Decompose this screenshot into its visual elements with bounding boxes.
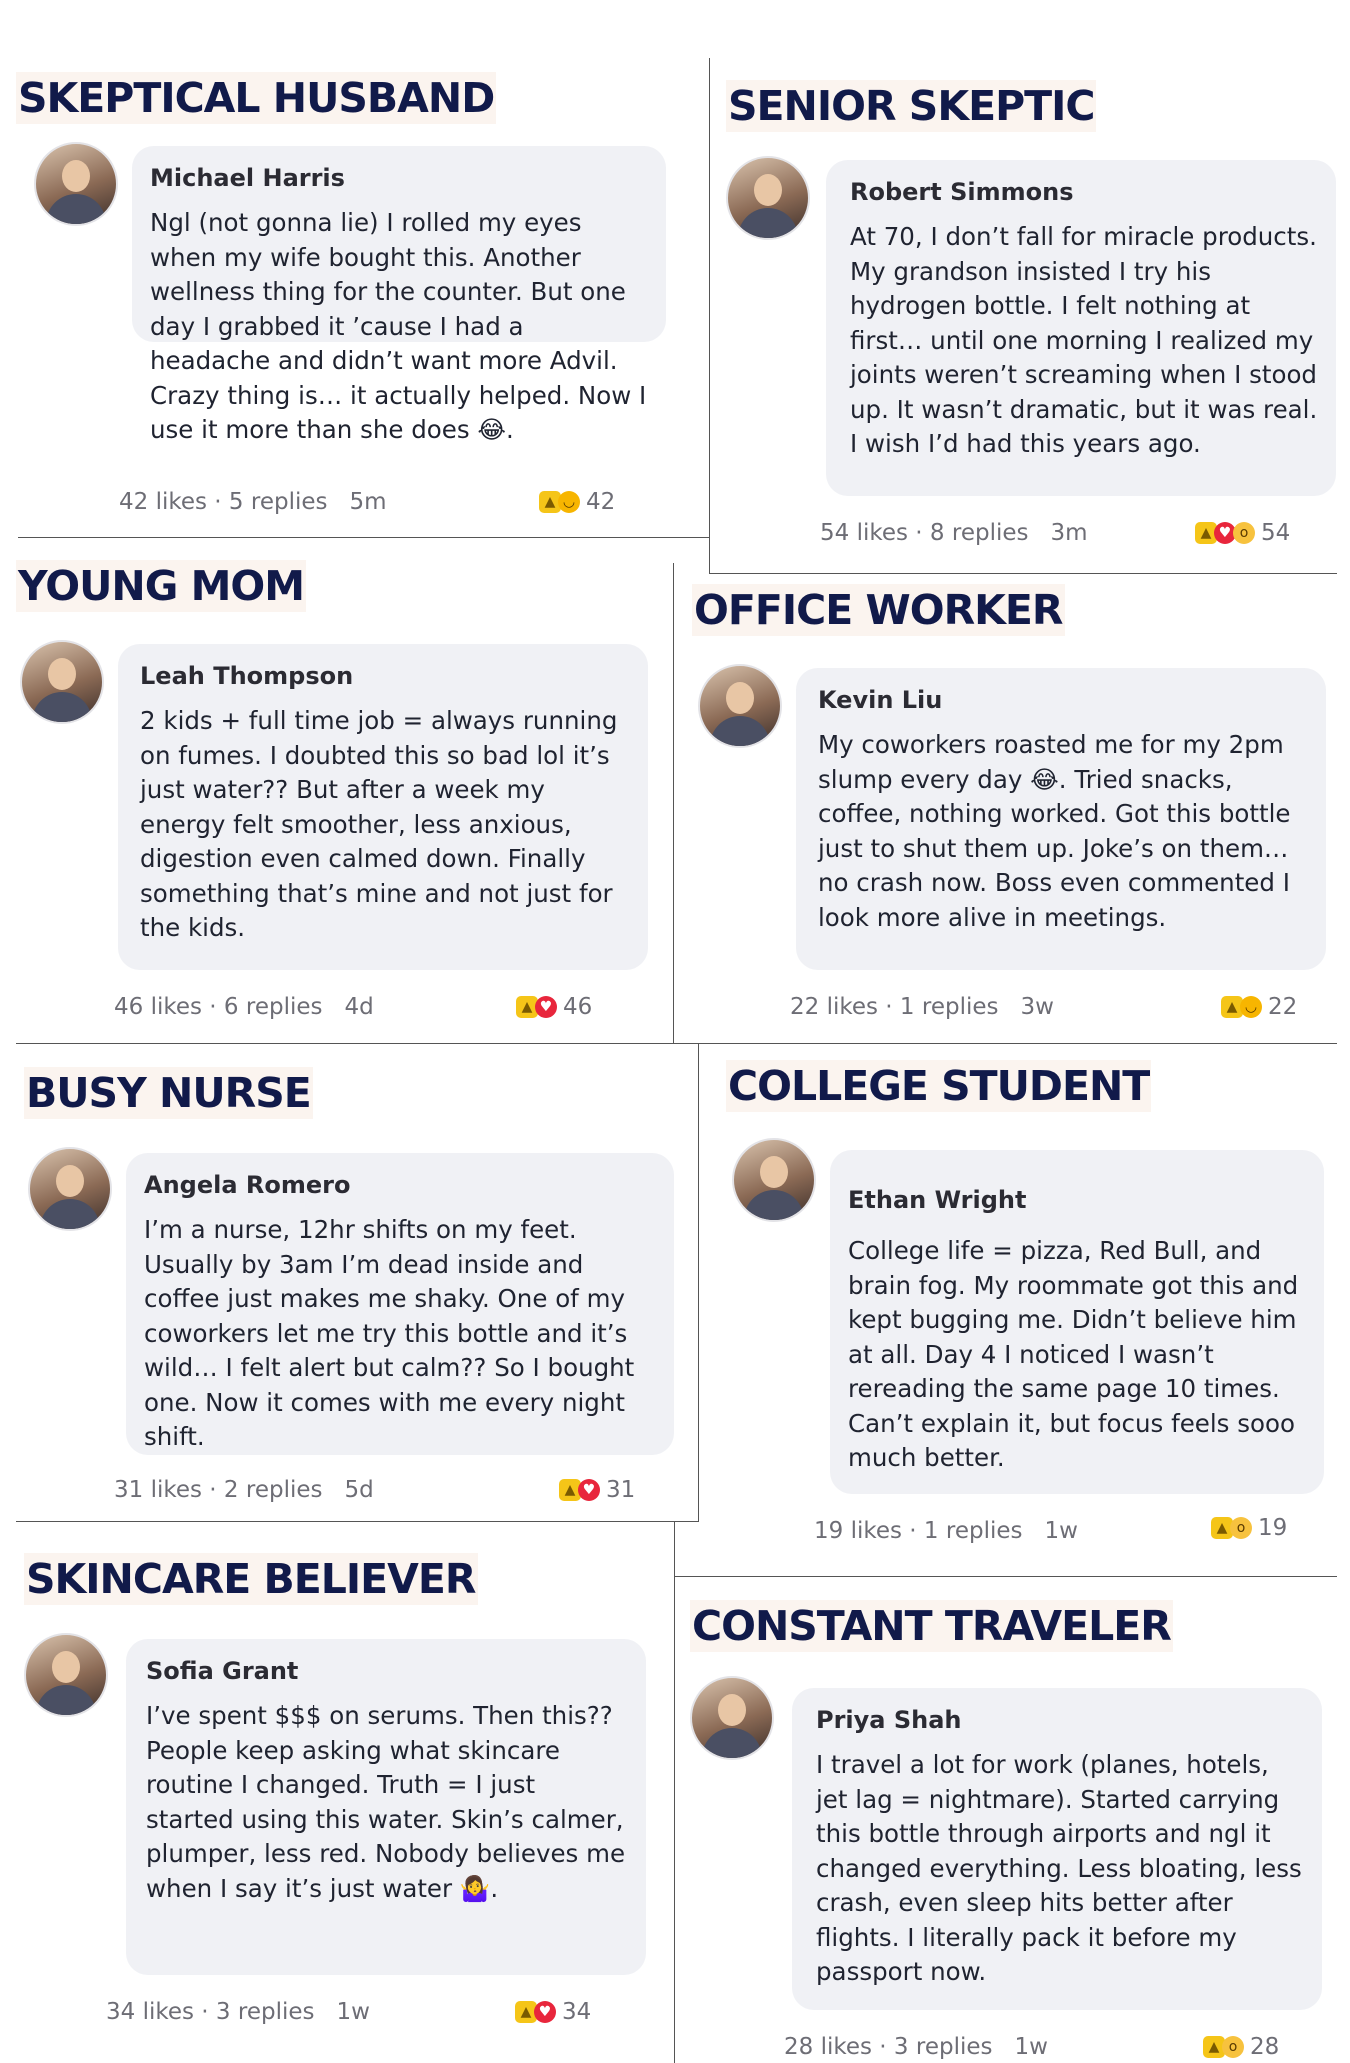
- comment-meta: [790, 994, 1054, 1020]
- persona-heading: OFFICE WORKER: [694, 586, 1063, 634]
- commenter-name[interactable]: Kevin Liu: [818, 686, 943, 714]
- heart-icon: ♥: [534, 2001, 556, 2023]
- comment-text: My coworkers roasted me for my 2pm slump every day 😂. Tried snacks, coffee, nothing worked. Got this bottle just to shut them up. Joke’s on them… no crash now. Boss even commented I look more alive in meetings.: [818, 730, 1291, 932]
- divider: [673, 563, 674, 1044]
- timestamp: 4d: [344, 994, 374, 1020]
- avatar[interactable]: [34, 142, 118, 226]
- comment-meta: [119, 489, 387, 515]
- comment-text: College life = pizza, Red Bull, and brain fog. My roommate got this and kept bugging me. Didn’t believe him at all. Day 4 I noticed I wasn’t rereading the same page 10 times. Can’t explain it, but focus feels sooo much better.: [848, 1236, 1299, 1472]
- reactions[interactable]: [562, 1477, 635, 1503]
- heart-icon: ♥: [578, 1479, 600, 1501]
- reactions[interactable]: [542, 489, 615, 515]
- likes-replies[interactable]: 42 likes · 5 replies: [119, 489, 328, 515]
- thumbs-up-icon: ▲: [559, 1479, 581, 1501]
- comment-bubble: [132, 146, 666, 444]
- thumbs-up-icon: ▲: [515, 2001, 537, 2023]
- reaction-count: 22: [1268, 994, 1298, 1020]
- commenter-name[interactable]: Priya Shah: [816, 1706, 962, 1734]
- persona-heading: BUSY NURSE: [26, 1069, 311, 1117]
- thumbs-up-icon: ▲: [1203, 2036, 1225, 2058]
- reaction-count: 19: [1258, 1515, 1288, 1541]
- comment-meta: [114, 1477, 374, 1503]
- reactions[interactable]: [519, 994, 592, 1020]
- persona-heading: CONSTANT TRAVELER: [692, 1602, 1171, 1650]
- comment-bubble: [118, 644, 648, 970]
- reactions[interactable]: [518, 1999, 591, 2025]
- reactions[interactable]: [1224, 994, 1297, 1020]
- thumbs-up-icon: ▲: [1195, 522, 1217, 544]
- persona-heading: SKINCARE BELIEVER: [26, 1555, 476, 1603]
- likes-replies[interactable]: 19 likes · 1 replies: [814, 1518, 1023, 1544]
- comment-bubble: [826, 160, 1336, 496]
- comment-text: I’ve spent $$$ on serums. Then this?? People keep asking what skincare routine I changed. Truth = I just started using this water. Skin’s calmer, plumper, less red. Nobody believes me when I say it’s just water 🤷‍♀️.: [146, 1701, 626, 1903]
- comment-meta: [106, 1999, 370, 2025]
- comment-meta: [820, 520, 1088, 546]
- heart-icon: ♥: [535, 996, 557, 1018]
- persona-heading: COLLEGE STUDENT: [728, 1062, 1150, 1110]
- timestamp: 1w: [1044, 1518, 1078, 1544]
- heart-icon: ♥: [1214, 522, 1236, 544]
- laughing-face-icon: ◡: [1240, 996, 1262, 1018]
- avatar[interactable]: [28, 1147, 112, 1231]
- divider: [18, 537, 710, 538]
- commenter-name[interactable]: Leah Thompson: [140, 662, 354, 690]
- avatar[interactable]: [732, 1138, 816, 1222]
- timestamp: 5m: [349, 489, 387, 515]
- comment-text: Ngl (not gonna lie) I rolled my eyes when my wife bought this. Another wellness thing for the counter. But one day I grabbed it ’cause I had a headache and didn’t want more Advil. Crazy thing is… it actually helped. Now I use it more than she does 😂.: [150, 208, 647, 444]
- divider: [709, 573, 1337, 574]
- thumbs-up-icon: ▲: [539, 491, 561, 513]
- comment-meta: [784, 2034, 1048, 2060]
- comment-meta: [814, 1518, 1078, 1544]
- divider: [674, 1521, 675, 2063]
- likes-replies[interactable]: 34 likes · 3 replies: [106, 1999, 315, 2025]
- reactions[interactable]: [1206, 2034, 1279, 2060]
- commenter-name[interactable]: Ethan Wright: [848, 1186, 1027, 1214]
- timestamp: 1w: [336, 1999, 370, 2025]
- thumbs-up-icon: ▲: [516, 996, 538, 1018]
- divider: [698, 1043, 699, 1521]
- avatar[interactable]: [20, 640, 104, 724]
- avatar[interactable]: [690, 1676, 774, 1760]
- comment-text: I travel a lot for work (planes, hotels, jet lag = nightmare). Started carrying this bottle through airports and ngl it changed everything. Less bloating, less crash, even sleep hits better after flights. I literally pack it before my passport now.: [816, 1750, 1302, 1986]
- persona-heading: SENIOR SKEPTIC: [728, 82, 1095, 130]
- persona-heading: YOUNG MOM: [18, 562, 305, 610]
- commenter-name[interactable]: Sofia Grant: [146, 1657, 299, 1685]
- comment-text: At 70, I don’t fall for miracle products. My grandson insisted I try his hydrogen bottle. I felt nothing at first… until one morning I realized my joints weren’t screaming when I stood up. It wasn’t dramatic, but it was real. I wish I’d had this years ago.: [850, 222, 1318, 458]
- surprised-face-icon: o: [1222, 2036, 1244, 2058]
- comment-bubble: [830, 1150, 1324, 1494]
- reactions[interactable]: [1214, 1515, 1287, 1541]
- divider: [709, 58, 710, 574]
- comment-bubble: [126, 1153, 674, 1455]
- surprised-face-icon: o: [1230, 1517, 1252, 1539]
- reaction-count: 31: [606, 1477, 636, 1503]
- laughing-face-icon: ◡: [558, 491, 580, 513]
- comment-meta: [114, 994, 374, 1020]
- comment-bubble: [796, 668, 1326, 970]
- timestamp: 1w: [1014, 2034, 1048, 2060]
- commenter-name[interactable]: Michael Harris: [150, 164, 345, 192]
- timestamp: 3m: [1050, 520, 1088, 546]
- commenter-name[interactable]: Robert Simmons: [850, 178, 1074, 206]
- persona-heading: SKEPTICAL HUSBAND: [18, 74, 495, 122]
- divider: [674, 1576, 1337, 1577]
- avatar[interactable]: [698, 664, 782, 748]
- likes-replies[interactable]: 22 likes · 1 replies: [790, 994, 999, 1020]
- reaction-count: 42: [586, 489, 616, 515]
- divider: [16, 1521, 699, 1522]
- comment-text: I’m a nurse, 12hr shifts on my feet. Usually by 3am I’m dead inside and coffee just makes me shaky. One of my coworkers let me try this bottle and it’s wild… I felt alert but calm?? So I bought one. Now it comes with me every night shift.: [144, 1215, 635, 1451]
- divider: [16, 1043, 1337, 1044]
- timestamp: 3w: [1020, 994, 1054, 1020]
- reaction-count: 46: [563, 994, 593, 1020]
- commenter-name[interactable]: Angela Romero: [144, 1171, 351, 1199]
- likes-replies[interactable]: 28 likes · 3 replies: [784, 2034, 993, 2060]
- comment-text: 2 kids + full time job = always running on fumes. I doubted this so bad lol it’s just water?? But after a week my energy felt smoother, less anxious, digestion even calmed down. Finally something that’s mine and not just for the kids.: [140, 706, 618, 942]
- reaction-count: 34: [562, 1999, 592, 2025]
- likes-replies[interactable]: 54 likes · 8 replies: [820, 520, 1029, 546]
- reactions[interactable]: [1198, 520, 1290, 546]
- reaction-count: 54: [1261, 520, 1291, 546]
- timestamp: 5d: [344, 1477, 374, 1503]
- reaction-count: 28: [1250, 2034, 1280, 2060]
- avatar[interactable]: [24, 1633, 108, 1717]
- avatar[interactable]: [726, 156, 810, 240]
- thumbs-up-icon: ▲: [1221, 996, 1243, 1018]
- comment-bubble: [126, 1639, 646, 1975]
- surprised-face-icon: o: [1233, 522, 1255, 544]
- comment-bubble: [792, 1688, 1322, 2010]
- likes-replies[interactable]: 31 likes · 2 replies: [114, 1477, 323, 1503]
- thumbs-up-icon: ▲: [1211, 1517, 1233, 1539]
- likes-replies[interactable]: 46 likes · 6 replies: [114, 994, 323, 1020]
